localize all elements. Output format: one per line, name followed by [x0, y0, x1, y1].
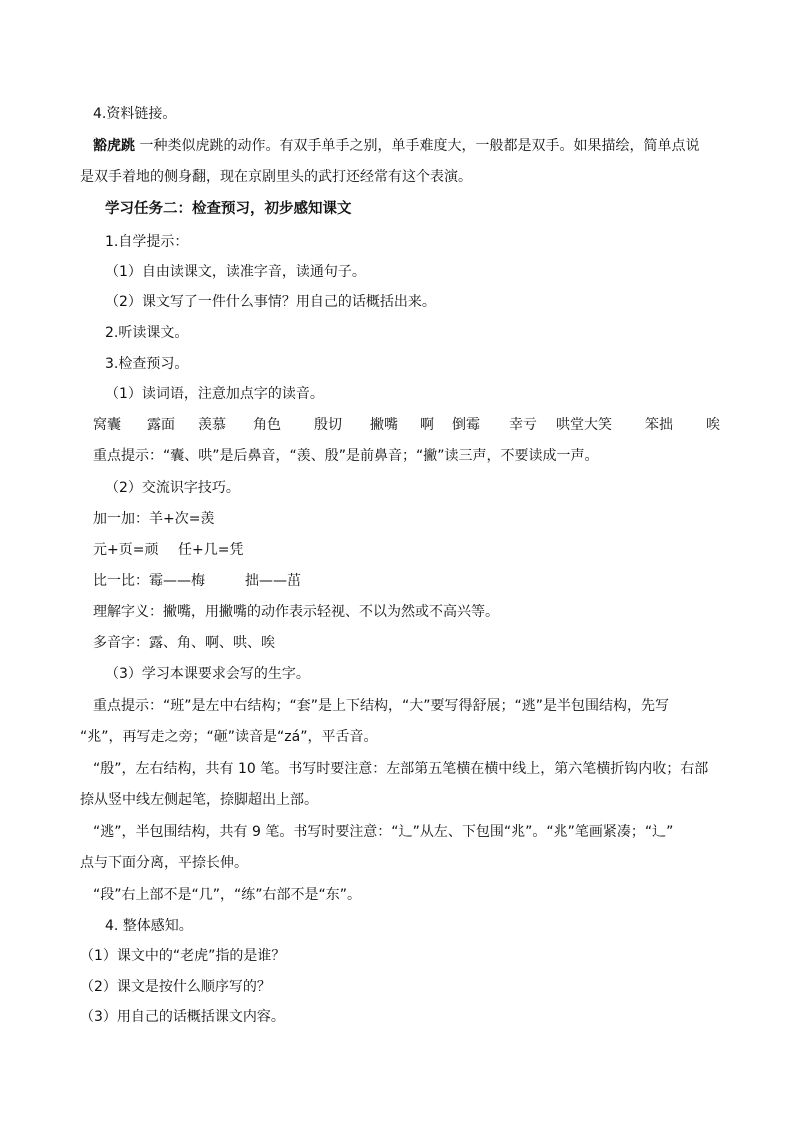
step-heading: 3.检查预习。: [105, 356, 189, 372]
writing-note: “殷”，左右结构，共有 10 笔。书写时要注意：左部第五笔横在横中线上，第六笔横折钩内收；右部: [93, 761, 709, 777]
word: 羡慕: [198, 417, 226, 433]
question-item: （1）课文中的“老虎”指的是谁？: [80, 948, 286, 964]
word: 露面: [147, 417, 175, 433]
definition-text: 一种类似虎跳的动作。有双手单手之别，单手难度大，一般都是双手。如果描绘，简单点说: [135, 138, 700, 154]
key-point-note: 重点提示：“囊、哄”是后鼻音，“羡、殷”是前鼻音；“撇”读三声，不要读成一声。: [93, 448, 599, 464]
step-heading: 2.听读课文。: [105, 325, 189, 341]
key-point-note: 重点提示：“班”是左中右结构；“套”是上下结构，“大”要写得舒展；“逃”是半包围结构，先写: [93, 698, 670, 714]
word: 撇嘴: [370, 417, 398, 433]
writing-note: “段”右上部不是“几”，“练”右部不是“东”。: [93, 887, 362, 903]
writing-note: “逃”，半包围结构，共有 9 笔。书写时要注意：“辶”从左、下包围“兆”。“兆”笔画紧凑；“辶”: [93, 824, 674, 840]
word: 窝囊: [93, 417, 121, 433]
word: 啊: [420, 417, 434, 433]
task-heading: 学习任务二：检查预习，初步感知课文: [105, 201, 352, 217]
sub-item: （1）读词语，注意加点字的读音。: [105, 386, 324, 402]
tip-item: （2）课文写了一件什么事情？用自己的话概括出来。: [105, 294, 436, 310]
literacy-tip: 比一比：霉——梅: [93, 573, 205, 589]
word: 哄堂大笑: [556, 417, 612, 433]
word: 殷切: [314, 417, 342, 433]
word: 唉: [706, 417, 720, 433]
tip-item: （1）自由读课文，读准字音，读通句子。: [105, 264, 366, 280]
literacy-tip: 拙——茁: [245, 573, 301, 589]
meaning-note: 理解字义：撇嘴，用撇嘴的动作表示轻视、不以为然或不高兴等。: [93, 604, 499, 620]
literacy-tip: 任+几=凭: [178, 542, 244, 558]
paragraph-line: “兆”，再写走之旁；“砸”读音是“zá”，平舌音。: [80, 729, 378, 745]
question-item: （3）用自己的话概括课文内容。: [80, 1009, 285, 1025]
self-study-tips: 1.自学提示：: [105, 234, 189, 250]
sub-item: （3）学习本课要求会写的生字。: [105, 666, 310, 682]
paragraph-line: 是双手着地的侧身翻，现在京剧里头的武打还经常有这个表演。: [80, 169, 472, 185]
word: 倒霉: [452, 417, 480, 433]
paragraph-line: 捺从竖中线左侧起笔，捺脚超出上部。: [80, 792, 318, 808]
literacy-tip: 加一加：羊+次=羡: [93, 511, 215, 527]
defined-term: 豁虎跳: [93, 138, 135, 154]
word: 角色: [253, 417, 281, 433]
section-heading-material-link: 4.资料链接。: [93, 106, 177, 122]
literacy-tip: 元+页=顽: [93, 542, 159, 558]
polyphone-note: 多音字：露、角、啊、哄、唉: [93, 635, 275, 651]
paragraph-term-definition: [0, 136, 794, 156]
question-item: （2）课文是按什么顺序写的？: [80, 979, 271, 995]
word: 幸亏: [509, 417, 537, 433]
word: 笨拙: [645, 417, 673, 433]
paragraph-line: 点与下面分离，平捺长伸。: [80, 855, 248, 871]
step-heading: 4. 整体感知。: [105, 918, 193, 934]
sub-item: （2）交流识字技巧。: [105, 480, 240, 496]
